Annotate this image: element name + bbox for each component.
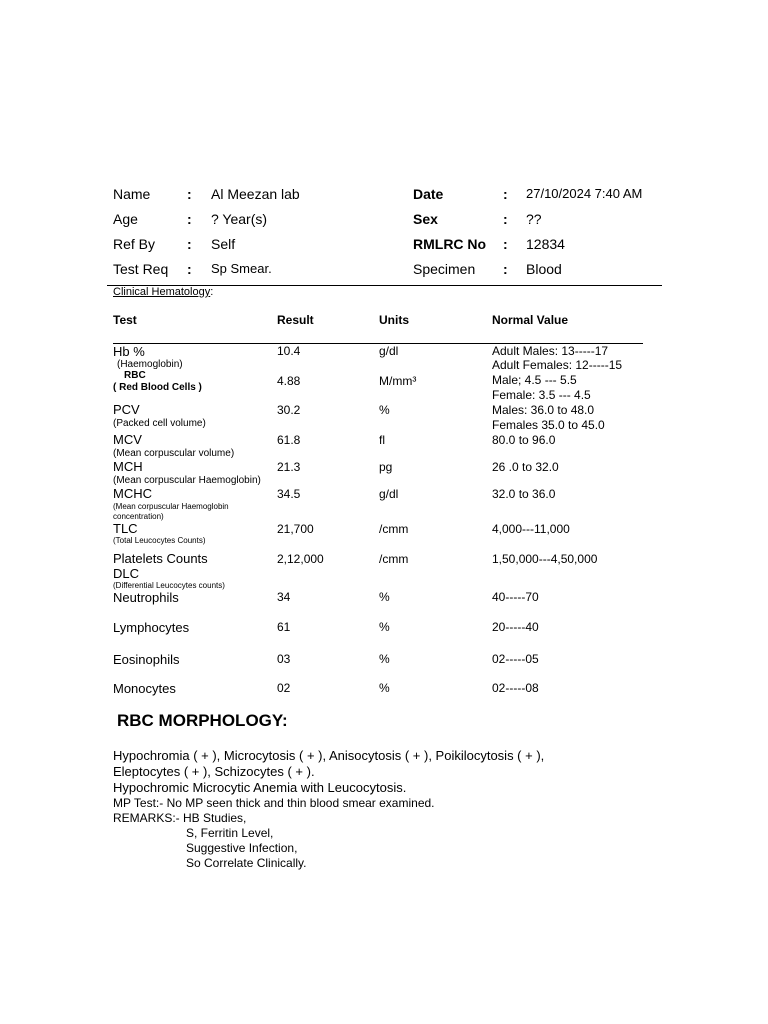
test-name: Eosinophils	[113, 652, 180, 667]
test-units: %	[379, 403, 390, 417]
test-name: MCH	[113, 459, 143, 474]
remarks-line: Suggestive Infection,	[186, 841, 298, 855]
test-name: DLC	[113, 566, 140, 581]
col-units: Units	[379, 313, 409, 327]
test-subtitle: (Mean corpuscular Haemoglobin	[113, 502, 229, 511]
normal-value-2: Females 35.0 to 45.0	[492, 418, 605, 432]
test-subtitle: (Total Leucocytes Counts)	[113, 536, 206, 545]
testreq-value: Sp Smear.	[211, 261, 272, 276]
col-test: Test	[113, 313, 137, 327]
test-subtitle: (Haemoglobin)	[117, 359, 183, 370]
rmlrc-label: RMLRC No	[413, 236, 487, 252]
test-result: 61	[277, 620, 291, 634]
test-units: g/dl	[379, 487, 399, 501]
refby-label: Ref By	[113, 236, 156, 252]
col-normal: Normal Value	[492, 313, 569, 327]
sex-label: Sex	[413, 211, 438, 227]
normal-value: 02-----05	[492, 652, 539, 666]
refby-value: Self	[211, 236, 236, 252]
test-result: 21.3	[277, 460, 301, 474]
test-units: %	[379, 620, 390, 634]
rmlrc-colon: :	[503, 236, 508, 252]
test-subtitle: (Mean corpuscular Haemoglobin)	[113, 475, 261, 486]
remarks-line: S, Ferritin Level,	[186, 826, 274, 840]
refby-colon: :	[187, 236, 192, 252]
normal-value: 1,50,000---4,50,000	[492, 552, 598, 566]
age-label: Age	[113, 211, 138, 227]
section-title-colon: :	[210, 286, 214, 298]
test-result: 61.8	[277, 433, 301, 447]
sex-value: ??	[526, 211, 542, 227]
test-units: fl	[379, 433, 385, 447]
age-value: ? Year(s)	[211, 211, 268, 227]
section-title-text: Clinical Hematology	[113, 286, 211, 298]
test-subtitle: ( Red Blood Cells )	[113, 382, 202, 393]
test-units: %	[379, 652, 390, 666]
specimen-value: Blood	[526, 261, 562, 277]
col-result: Result	[277, 313, 314, 327]
test-name: MCV	[113, 432, 142, 447]
test-units: %	[379, 590, 390, 604]
section-title	[113, 286, 213, 298]
sex-colon: :	[503, 211, 508, 227]
test-subtitle-2: concentration)	[113, 512, 164, 521]
remarks-line: REMARKS:- HB Studies,	[113, 811, 247, 825]
specimen-label: Specimen	[413, 261, 476, 277]
morphology-line: Hypochromia ( + ), Microcytosis ( + ), Anisocytosis ( + ), Poikilocytosis ( + ),	[113, 748, 545, 763]
test-units: pg	[379, 460, 393, 474]
normal-value: 4,000---11,000	[492, 522, 570, 536]
test-name: PCV	[113, 402, 140, 417]
test-name: Platelets Counts	[113, 551, 208, 566]
test-name: MCHC	[113, 486, 152, 501]
test-name: Hb %	[113, 344, 145, 359]
test-result: 02	[277, 681, 291, 695]
specimen-colon: :	[503, 261, 508, 277]
date-label: Date	[413, 186, 444, 202]
diagnosis-line: Hypochromic Microcytic Anemia with Leucocytosis.	[113, 780, 407, 795]
test-subtitle: (Packed cell volume)	[113, 418, 206, 429]
test-units: /cmm	[379, 552, 409, 566]
test-name: RBC	[124, 370, 146, 381]
normal-value: Adult Males: 13-----17	[492, 344, 609, 358]
testreq-label: Test Req	[113, 261, 169, 277]
morphology-line: Eleptocytes ( + ), Schizocytes ( + ).	[113, 764, 315, 779]
test-result: 34.5	[277, 487, 301, 501]
age-colon: :	[187, 211, 192, 227]
test-name: Neutrophils	[113, 590, 179, 605]
rmlrc-value: 12834	[526, 236, 565, 252]
normal-value: Males: 36.0 to 48.0	[492, 403, 595, 417]
normal-value: 80.0 to 96.0	[492, 433, 556, 447]
normal-value: 20-----40	[492, 620, 539, 634]
test-result: 10.4	[277, 344, 301, 358]
date-value: 27/10/2024 7:40 AM	[526, 186, 643, 201]
test-units: M/mm³	[379, 374, 417, 388]
test-units: /cmm	[379, 522, 409, 536]
normal-value: 40-----70	[492, 590, 539, 604]
test-name: TLC	[113, 521, 138, 536]
normal-value: 32.0 to 36.0	[492, 487, 556, 501]
normal-value: 26 .0 to 32.0	[492, 460, 559, 474]
mp-test-line: MP Test:- No MP seen thick and thin blood smear examined.	[113, 796, 435, 810]
test-result: 2,12,000	[277, 552, 324, 566]
test-subtitle: (Differential Leucocytes counts)	[113, 581, 225, 590]
name-label: Name	[113, 186, 151, 202]
name-value: Al Meezan lab	[211, 186, 300, 202]
test-name: Monocytes	[113, 681, 176, 696]
test-subtitle: (Mean corpuscular volume)	[113, 448, 235, 459]
normal-value: 02-----08	[492, 681, 539, 695]
normal-value-2: Adult Females: 12-----15	[492, 358, 623, 372]
test-result: 4.88	[277, 374, 301, 388]
testreq-colon: :	[187, 261, 192, 277]
test-result: 03	[277, 652, 291, 666]
remarks-line: So Correlate Clinically.	[186, 856, 307, 870]
date-colon: :	[503, 186, 508, 202]
normal-value: Male; 4.5 --- 5.5	[492, 373, 577, 387]
test-result: 30.2	[277, 403, 301, 417]
morphology-title: RBC MORPHOLOGY:	[117, 711, 288, 730]
test-name: Lymphocytes	[113, 620, 190, 635]
test-result: 34	[277, 590, 291, 604]
normal-value-2: Female: 3.5 --- 4.5	[492, 388, 591, 402]
test-units: g/dl	[379, 344, 399, 358]
test-result: 21,700	[277, 522, 314, 536]
test-units: %	[379, 681, 390, 695]
name-colon: :	[187, 186, 192, 202]
